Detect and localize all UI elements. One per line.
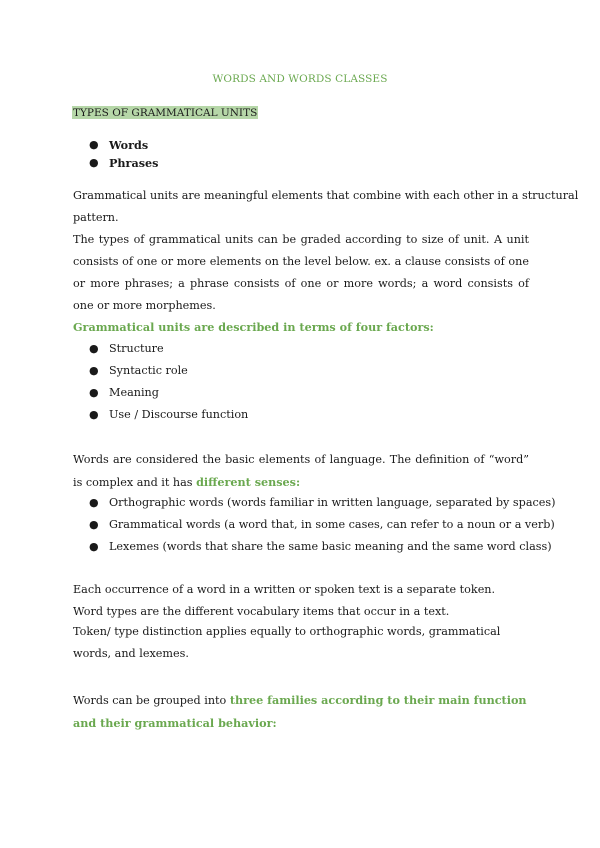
section-heading-text: TYPES OF GRAMMATICAL UNITS: [73, 107, 258, 119]
page-title: WORDS AND WORDS CLASSES: [212, 73, 388, 85]
paragraph: The types of grammatical units can be graded according to size of unit. A unit consists of one or more elements on the level below. ex. a clause consists of one or more phrases; a phrase consists of one or more words; a word consists of one or more morphemes.: [73, 233, 529, 312]
factors-heading: Grammatical units are described in terms of four factors:: [73, 320, 434, 334]
bullet-icon: ●: [89, 540, 99, 553]
paragraph: [73, 449, 529, 494]
paragraph-text: Words can be grouped into: [73, 694, 230, 707]
list-item: Structure: [109, 342, 164, 355]
bullet-icon: ●: [89, 156, 99, 169]
paragraph: Token/ type distinction applies equally to orthographic words, grammatical words, and lexemes.: [73, 625, 501, 660]
list-item: Syntactic role: [109, 364, 188, 377]
bullet-icon: ●: [89, 496, 99, 509]
paragraph-line: Grammatical units are meaningful elements that combine with each other in a structural: [73, 189, 579, 202]
list-item: Use / Discourse function: [109, 408, 249, 421]
list-item: Phrases: [109, 156, 159, 170]
list-item: Words: [109, 138, 149, 152]
list-item: Orthographic words (words familiar in written language, separated by spaces): [109, 496, 556, 509]
list-item: Meaning: [109, 386, 159, 399]
bullet-icon: ●: [89, 386, 99, 399]
paragraph-text: Words are considered the basic elements of language. The definition of “word” is complex and it has: [73, 453, 529, 489]
bullet-icon: ●: [89, 408, 99, 421]
bullet-icon: ●: [89, 342, 99, 355]
paragraph-line: pattern.: [73, 211, 119, 224]
list-item: Lexemes (words that share the same basic meaning and the same word class): [109, 540, 552, 553]
highlighted-phrase: three families according to their main function and their grammatical behavior:: [73, 693, 527, 730]
section-heading: [72, 105, 258, 121]
paragraph-line: Each occurrence of a word in a written or spoken text is a separate token.: [73, 583, 496, 596]
bullet-icon: ●: [89, 364, 99, 377]
bullet-icon: ●: [89, 518, 99, 531]
paragraph: [73, 689, 529, 735]
bullet-icon: ●: [89, 138, 99, 151]
highlighted-phrase: different senses:: [196, 475, 301, 489]
list-item: Grammatical words (a word that, in some cases, can refer to a noun or a verb): [109, 518, 555, 531]
paragraph-line: Word types are the different vocabulary items that occur in a text.: [73, 605, 450, 618]
